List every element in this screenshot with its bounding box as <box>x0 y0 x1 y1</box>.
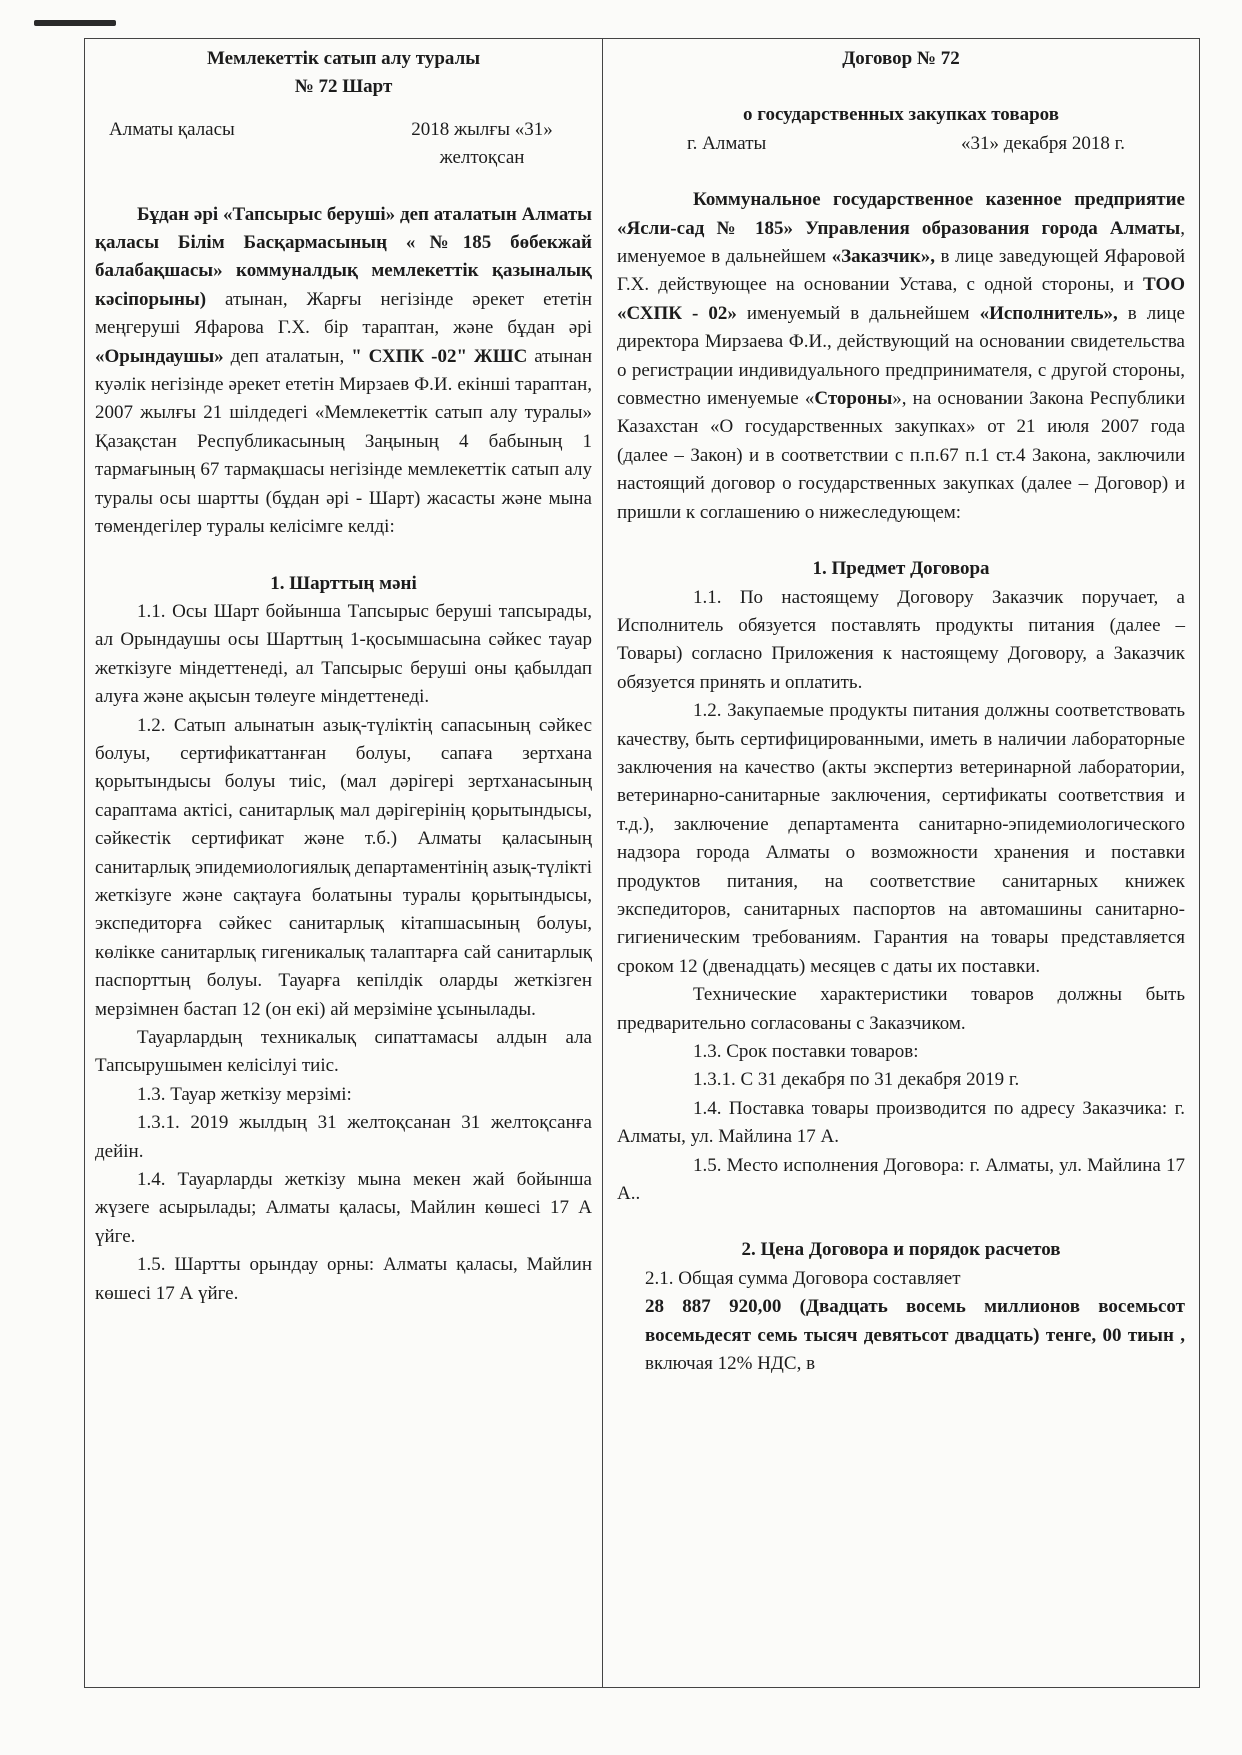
kz-preamble-text-1: атынан, Жарғы негізінде әрекет ететін меңгеруші Яфарова Г.Х. бір тараптан, және бұдан әрі <box>95 288 592 339</box>
kz-place-date <box>95 116 592 173</box>
ru-clause-2-1-tail: включая 12% НДС, в <box>645 1353 816 1375</box>
ru-clause-1-5: 1.5. Место исполнения Договора: г. Алматы, ул. Майлина 17 А.. <box>617 1154 1185 1205</box>
scan-artifact-mark <box>34 20 116 26</box>
ru-contract-amount: 28 887 920,00 (Двадцать восемь миллионов восемьсот восемьдесят семь тысяч девятьсот двадцать) тенге, 00 тиын , <box>645 1296 1185 1346</box>
kz-clause-1-4: 1.4. Тауарларды жеткізу мына мекен жай бойынша жүзеге асырылады; Алматы қаласы, Майлин көшесі 17 А үйге. <box>95 1169 592 1247</box>
ru-preamble <box>617 186 1185 527</box>
kz-clause-1-2: 1.2. Сатып алынатын азық-түліктің сапасының сәйкес болуы, сертификаттанған болуы, сапаға зертхана қорытындысы болуы тиіс, (мал дәрігері зертханасының сараптама актісі, санитарлық мал дәрігерінің қорытындысы, сәйкестік сертификат және т.б.) Алматы қаласының санитарлық эпидемиологиялық департаментінің азық-түлікті жеткізуге және сақтауға болатыны туралы қорытындысы, экспедиторға сәйкес санитарлық кітапшасының болуы, көлікке санитарлық гигеникалық талаптарға сай санитарлық паспорттың болуы. Тауарға кепілдік оларды жеткізген мерзімнен бастап 12 (он екі) ай мерзіміне ұсынылады. <box>95 714 592 1020</box>
ru-section1-title: 1. Предмет Договора <box>812 558 990 580</box>
ru-clause-1-2: 1.2. Закупаемые продукты питания должны соответствовать качеству, быть сертифицированными, иметь в наличии лабораторные заключения на качество (акты экспертиз ветеринарной лаборатории, ветеринарно-санитарные заключения, сертификаты соответствия и т.д.), заключение департамента санитарно-эпидемиологического надзора города Алматы о возможности хранения и поставки продуктов питания, на соответствие санитарных книжек экспедиторов, санитарных паспортов на автомашины санитарно-гигиеническим требованиям. Гарантия на товары представляется сроком 12 (двенадцать) месяцев с даты их поставки. <box>617 700 1185 977</box>
kz-preamble-text-3: атынан куәлік негізінде әрекет ететін Мирзаев Ф.И. екінші тараптан, 2007 жылғы 21 шілдедегі «Мемлекеттік сатып алу туралы» Қазақстан Республикасының Заңының 4 бабының 1 тармағының 67 тармақшасы негізінде мемлекеттік сатып алу туралы осы шартты (бұдан әрі - Шарт) жасасты және мына төмендегілер туралы келісімге келді: <box>95 345 593 538</box>
ru-clause-1-3: 1.3. Срок поставки товаров: <box>693 1041 919 1062</box>
kz-preamble-executor-label: «Орындаушы» <box>95 345 224 367</box>
ru-clause-2-1-text: 2.1. Общая сумма Договора составляет <box>645 1267 961 1289</box>
kz-preamble <box>95 201 592 542</box>
kz-preamble-text-2: деп аталатын, <box>223 345 352 367</box>
kz-tech-specs: Тауарлардың техникалық сипаттамасы алдын ала Тапсырушымен келісілуі тиіс. <box>95 1027 592 1077</box>
ru-place-date <box>617 130 1185 158</box>
kz-preamble-customer: Бұдан әрі «Тапсырыс беруші» деп аталатын Алматы қаласы Білім Басқармасының «№185 бөбекжай балабақшасы» коммуналдық мемлекеттік қазыналық кәсіпорыны) <box>95 203 592 310</box>
kazakh-column <box>85 39 603 1687</box>
ru-date: «31» декабря 2018 г. <box>960 132 1125 154</box>
ru-preamble-executor-name: ТОО «СХПК - 02» <box>617 274 1185 324</box>
kz-clause-1-3-1: 1.3.1. 2019 жылдың 31 желтоқсанан 31 желтоқсанға дейін. <box>95 1112 592 1162</box>
kz-date <box>372 116 592 173</box>
kz-title-line1: Мемлекеттік сатып алу туралы <box>206 48 481 69</box>
kz-preamble-executor-name: " СХПК -02" ЖШС <box>351 345 528 367</box>
kz-clause-1-1: 1.1. Осы Шарт бойынша Тапсырыс беруші тапсырады, ал Орындаушы осы Шарттың 1-қосымшасына сәйкес тауар жеткізуге міндеттенеді, ал Тапсырыс беруші оны қабылдап алуға және ақысын төлеуге міндеттенеді. <box>95 600 592 708</box>
kz-title-line2: № 72 Шарт <box>294 76 393 98</box>
ru-clause-2-1 <box>617 1265 1185 1379</box>
russian-column <box>603 39 1199 1687</box>
ru-preamble-text-4: в лице директора Мирзаева Ф.И., действующий на основании свидетельства о регистрации индивидуального предпринимателя, с другой стороны, совместно именуемые « <box>617 302 1185 410</box>
ru-preamble-parties-label: Стороны <box>814 388 893 410</box>
ru-title-line1: Договор № 72 <box>842 48 960 69</box>
ru-title-line2: о государственных закупках товаров <box>743 104 1059 126</box>
kz-date-line1: 2018 жылғы «31» <box>411 118 553 140</box>
ru-section2-title: 2. Цена Договора и порядок расчетов <box>741 1239 1061 1261</box>
kz-city: Алматы қаласы <box>109 118 235 140</box>
ru-clause-1-3-1: 1.3.1. С 31 декабря по 31 декабря 2019 г. <box>693 1069 1020 1091</box>
contract-table <box>84 38 1200 1688</box>
ru-preamble-text-3: именуемый в дальнейшем <box>736 302 980 324</box>
ru-preamble-text-1: , именуемое в дальнейшем <box>617 217 1185 268</box>
ru-city: г. Алматы <box>687 132 767 154</box>
ru-tech-specs: Технические характеристики товаров должны быть предварительно согласованы с Заказчиком. <box>617 984 1185 1034</box>
ru-clause-1-1: 1.1. По настоящему Договору Заказчик поручает, а Исполнитель обязуется поставлять продукты питания (далее – Товары) согласно Приложения к настоящему Договору, а Заказчик обязуется принять и оплатить. <box>617 586 1185 693</box>
kz-clause-1-5: 1.5. Шартты орындау орны: Алматы қаласы, Майлин көшесі 17 А үйге. <box>95 1254 592 1304</box>
ru-preamble-text-2: в лице заведующей Яфаровой Г.Х. действующее на основании Устава, с одной стороны, и <box>617 246 1185 296</box>
ru-preamble-executor-label: «Исполнитель», <box>979 302 1118 324</box>
ru-preamble-customer: Коммунальное государственное казенное предприятие «Ясли-сад № 185» Управления образования города Алматы <box>617 189 1185 239</box>
kz-section1-title: 1. Шарттың мәні <box>270 572 417 594</box>
ru-preamble-customer-label: «Заказчик», <box>831 246 935 268</box>
kz-clause-1-3: 1.3. Тауар жеткізу мерзімі: <box>137 1083 352 1105</box>
ru-preamble-text-5: », на основании Закона Республики Казахстан «О государственных закупках» от 21 июля 2007 года (далее – Закон) и в соответствии с п.п.67 п.1 ст.4 Закона, заключили настоящий договор о государственных закупках (далее – Договор) и пришли к соглашению о нижеследующем: <box>617 388 1185 523</box>
ru-clause-1-4: 1.4. Поставка товары производится по адресу Заказчика: г. Алматы, ул. Майлина 17 А. <box>617 1097 1185 1148</box>
kz-date-line2: желтоқсан <box>439 147 525 169</box>
